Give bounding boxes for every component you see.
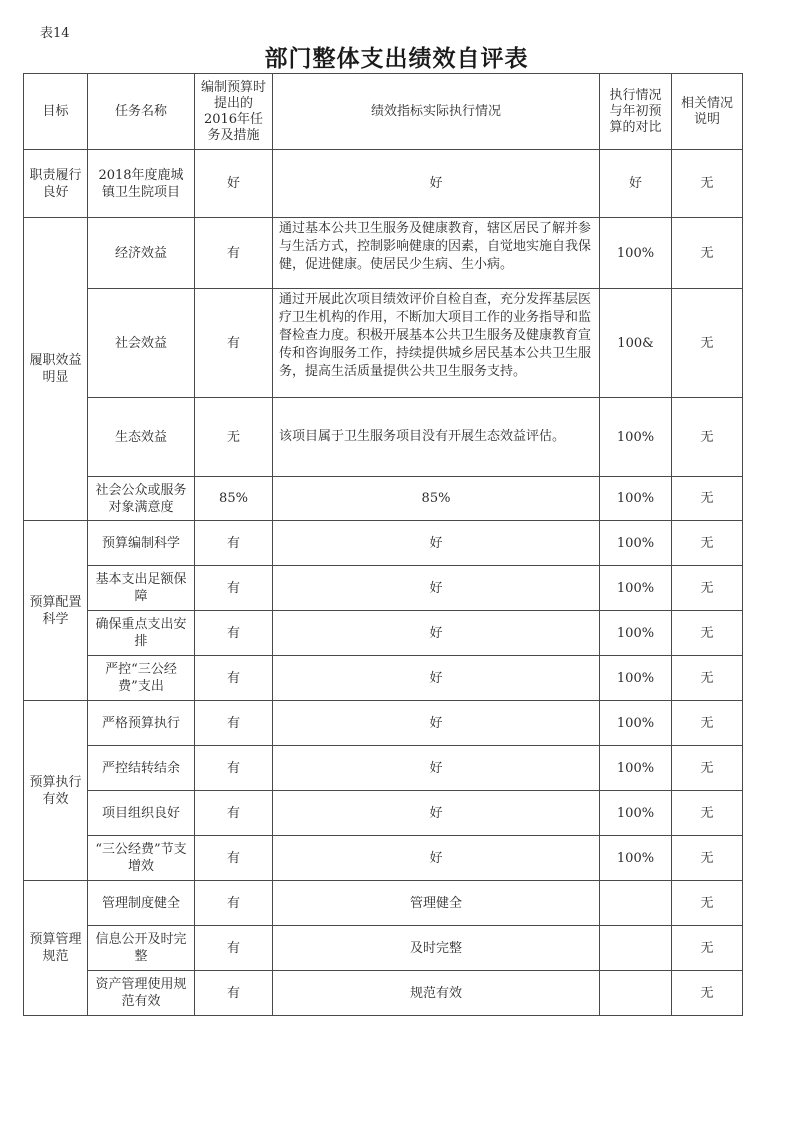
table-number-label: 表14 — [40, 26, 70, 41]
task-cell: 生态效益 — [88, 398, 195, 477]
compare-cell: 100% — [600, 611, 672, 656]
task-cell: 严格预算执行 — [88, 701, 195, 746]
compare-cell: 100% — [600, 398, 672, 477]
compare-cell: 100% — [600, 836, 672, 881]
plan-cell: 有 — [195, 289, 273, 398]
performance-cell: 好 — [273, 611, 600, 656]
note-cell: 无 — [672, 289, 743, 398]
compare-cell: 100% — [600, 701, 672, 746]
plan-cell: 好 — [195, 150, 273, 218]
note-cell: 无 — [672, 398, 743, 477]
compare-cell: 100% — [600, 791, 672, 836]
task-cell: 社会效益 — [88, 289, 195, 398]
header-plan: 编制预算时提出的2016年任务及措施 — [195, 74, 273, 150]
table-row — [24, 398, 743, 477]
table-row — [24, 289, 743, 398]
performance-cell: 及时完整 — [273, 926, 600, 971]
performance-cell: 该项目属于卫生服务项目没有开展生态效益评估。 — [273, 398, 600, 477]
performance-cell: 85% — [273, 477, 600, 521]
task-cell: “三公经费”节支增效 — [88, 836, 195, 881]
compare-cell: 好 — [600, 150, 672, 218]
task-cell: 信息公开及时完整 — [88, 926, 195, 971]
task-cell: 管理制度健全 — [88, 881, 195, 926]
performance-cell: 好 — [273, 150, 600, 218]
performance-cell: 通过开展此次项目绩效评价自检自查，充分发挥基层医疗卫生机构的作用，不断加大项目工作的业务指导和监督检查力度。积极开展基本公共卫生服务及健康教育宣传和咨询服务工作，持续提供城乡居民基本公共卫生服务，提高生活质量提供公共卫生服务支持。 — [273, 289, 600, 398]
task-cell: 预算编制科学 — [88, 521, 195, 566]
task-cell: 2018年度鹿城镇卫生院项目 — [88, 150, 195, 218]
plan-cell: 有 — [195, 836, 273, 881]
plan-cell: 有 — [195, 656, 273, 701]
compare-cell: 100% — [600, 521, 672, 566]
note-cell: 无 — [672, 477, 743, 521]
goal-cell: 预算管理规范 — [24, 881, 88, 1016]
performance-cell: 好 — [273, 521, 600, 566]
performance-cell: 好 — [273, 791, 600, 836]
note-cell: 无 — [672, 971, 743, 1016]
table-row — [24, 611, 743, 656]
performance-table — [23, 73, 743, 1016]
table-row — [24, 521, 743, 566]
compare-cell: 100% — [600, 218, 672, 289]
header-goal: 目标 — [24, 74, 88, 150]
table-row — [24, 791, 743, 836]
compare-cell: 100% — [600, 477, 672, 521]
goal-cell: 职责履行良好 — [24, 150, 88, 218]
note-cell: 无 — [672, 611, 743, 656]
plan-cell: 有 — [195, 611, 273, 656]
performance-cell: 管理健全 — [273, 881, 600, 926]
table-row — [24, 746, 743, 791]
performance-cell: 通过基本公共卫生服务及健康教育，辖区居民了解并参与生活方式，控制影响健康的因素，自觉地实施自我保健，促进健康。使居民少生病、生小病。 — [273, 218, 600, 289]
plan-cell: 有 — [195, 746, 273, 791]
compare-cell: 100& — [600, 289, 672, 398]
task-cell: 资产管理使用规范有效 — [88, 971, 195, 1016]
goal-cell: 履职效益明显 — [24, 218, 88, 521]
goal-cell: 预算配置科学 — [24, 521, 88, 701]
note-cell: 无 — [672, 791, 743, 836]
table-row — [24, 150, 743, 218]
note-cell: 无 — [672, 836, 743, 881]
note-cell: 无 — [672, 566, 743, 611]
table-row — [24, 566, 743, 611]
plan-cell: 无 — [195, 398, 273, 477]
note-cell: 无 — [672, 150, 743, 218]
compare-cell: 100% — [600, 566, 672, 611]
note-cell: 无 — [672, 701, 743, 746]
compare-cell — [600, 971, 672, 1016]
header-task: 任务名称 — [88, 74, 195, 150]
plan-cell: 有 — [195, 218, 273, 289]
goal-cell: 预算执行有效 — [24, 701, 88, 881]
compare-cell: 100% — [600, 746, 672, 791]
header-compare: 执行情况与年初预算的对比 — [600, 74, 672, 150]
note-cell: 无 — [672, 746, 743, 791]
note-cell: 无 — [672, 656, 743, 701]
plan-cell: 有 — [195, 791, 273, 836]
note-cell: 无 — [672, 521, 743, 566]
header-row — [24, 74, 743, 150]
note-cell: 无 — [672, 926, 743, 971]
plan-cell: 有 — [195, 566, 273, 611]
plan-cell: 有 — [195, 521, 273, 566]
task-cell: 严控结转结余 — [88, 746, 195, 791]
table-row — [24, 656, 743, 701]
table-row — [24, 836, 743, 881]
task-cell: 严控“三公经费”支出 — [88, 656, 195, 701]
task-cell: 社会公众或服务对象满意度 — [88, 477, 195, 521]
task-cell: 项目组织良好 — [88, 791, 195, 836]
compare-cell — [600, 881, 672, 926]
table-row — [24, 926, 743, 971]
document-title: 部门整体支出绩效自评表 — [264, 46, 529, 72]
plan-cell: 有 — [195, 701, 273, 746]
table-row — [24, 477, 743, 521]
performance-cell: 好 — [273, 836, 600, 881]
compare-cell — [600, 926, 672, 971]
plan-cell: 85% — [195, 477, 273, 521]
table-row — [24, 971, 743, 1016]
table-body — [24, 150, 743, 1016]
plan-cell: 有 — [195, 926, 273, 971]
note-cell: 无 — [672, 218, 743, 289]
note-cell: 无 — [672, 881, 743, 926]
plan-cell: 有 — [195, 971, 273, 1016]
performance-cell: 好 — [273, 656, 600, 701]
performance-cell: 好 — [273, 701, 600, 746]
compare-cell: 100% — [600, 656, 672, 701]
task-cell: 确保重点支出安排 — [88, 611, 195, 656]
plan-cell: 有 — [195, 881, 273, 926]
performance-cell: 好 — [273, 746, 600, 791]
performance-cell: 好 — [273, 566, 600, 611]
header-note: 相关情况说明 — [672, 74, 743, 150]
table-row — [24, 881, 743, 926]
header-performance: 绩效指标实际执行情况 — [273, 74, 600, 150]
table-row — [24, 218, 743, 289]
task-cell: 经济效益 — [88, 218, 195, 289]
table-row — [24, 701, 743, 746]
task-cell: 基本支出足额保障 — [88, 566, 195, 611]
performance-cell: 规范有效 — [273, 971, 600, 1016]
